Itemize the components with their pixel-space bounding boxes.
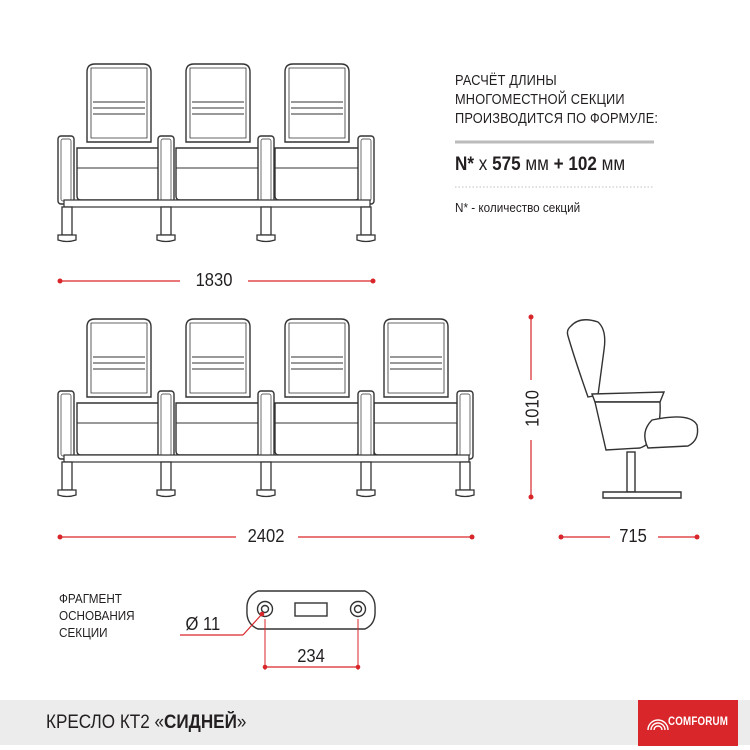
side-view-chair (567, 320, 697, 498)
formula-seat-width: 575 (492, 154, 521, 175)
brand-logo[interactable] (638, 700, 738, 746)
formula-description (455, 72, 658, 129)
fragment-line-1: ФРАГМЕНТ (59, 591, 122, 606)
formula-plus: + (553, 154, 569, 175)
length-formula (455, 154, 625, 176)
four-seat-section (58, 319, 474, 497)
dimension-label-1830: 1830 (192, 270, 236, 291)
formula-times: х (474, 154, 493, 175)
formula-line-2: МНОГОМЕСТНОЙ СЕКЦИИ (455, 92, 625, 108)
dimension-label-234: 234 (297, 646, 325, 666)
product-title (46, 712, 246, 734)
formula-line-3: ПРОИЗВОДИТСЯ ПО ФОРМУЛЕ: (455, 111, 659, 127)
formula-n: N* (455, 154, 475, 175)
brand-name: COMFORUM (668, 716, 729, 728)
base-fragment (247, 591, 375, 629)
formula-extra: 102 (568, 154, 597, 175)
fragment-line-3: СЕКЦИИ (59, 625, 108, 640)
three-seat-section (58, 64, 375, 242)
sections-legend: N* - количество секций (455, 200, 581, 215)
product-title-prefix: КРЕСЛО КТ2 « (46, 712, 165, 733)
formula-unit-1: мм (520, 154, 554, 175)
formula-unit-2: мм (596, 154, 626, 175)
logo-arc-icon (646, 717, 670, 731)
product-title-suffix: » (236, 712, 247, 733)
fragment-line-2: ОСНОВАНИЯ (59, 608, 135, 623)
dimension-label-715: 715 (616, 526, 651, 547)
dimension-label-2402: 2402 (244, 526, 288, 547)
dimension-label-diameter: Ø 11 (185, 614, 221, 634)
formula-line-1: РАСЧЁТ ДЛИНЫ (455, 73, 557, 89)
dimension-label-1010: 1010 (523, 386, 544, 430)
fragment-label (59, 590, 135, 641)
product-name: СИДНЕЙ (164, 712, 237, 733)
